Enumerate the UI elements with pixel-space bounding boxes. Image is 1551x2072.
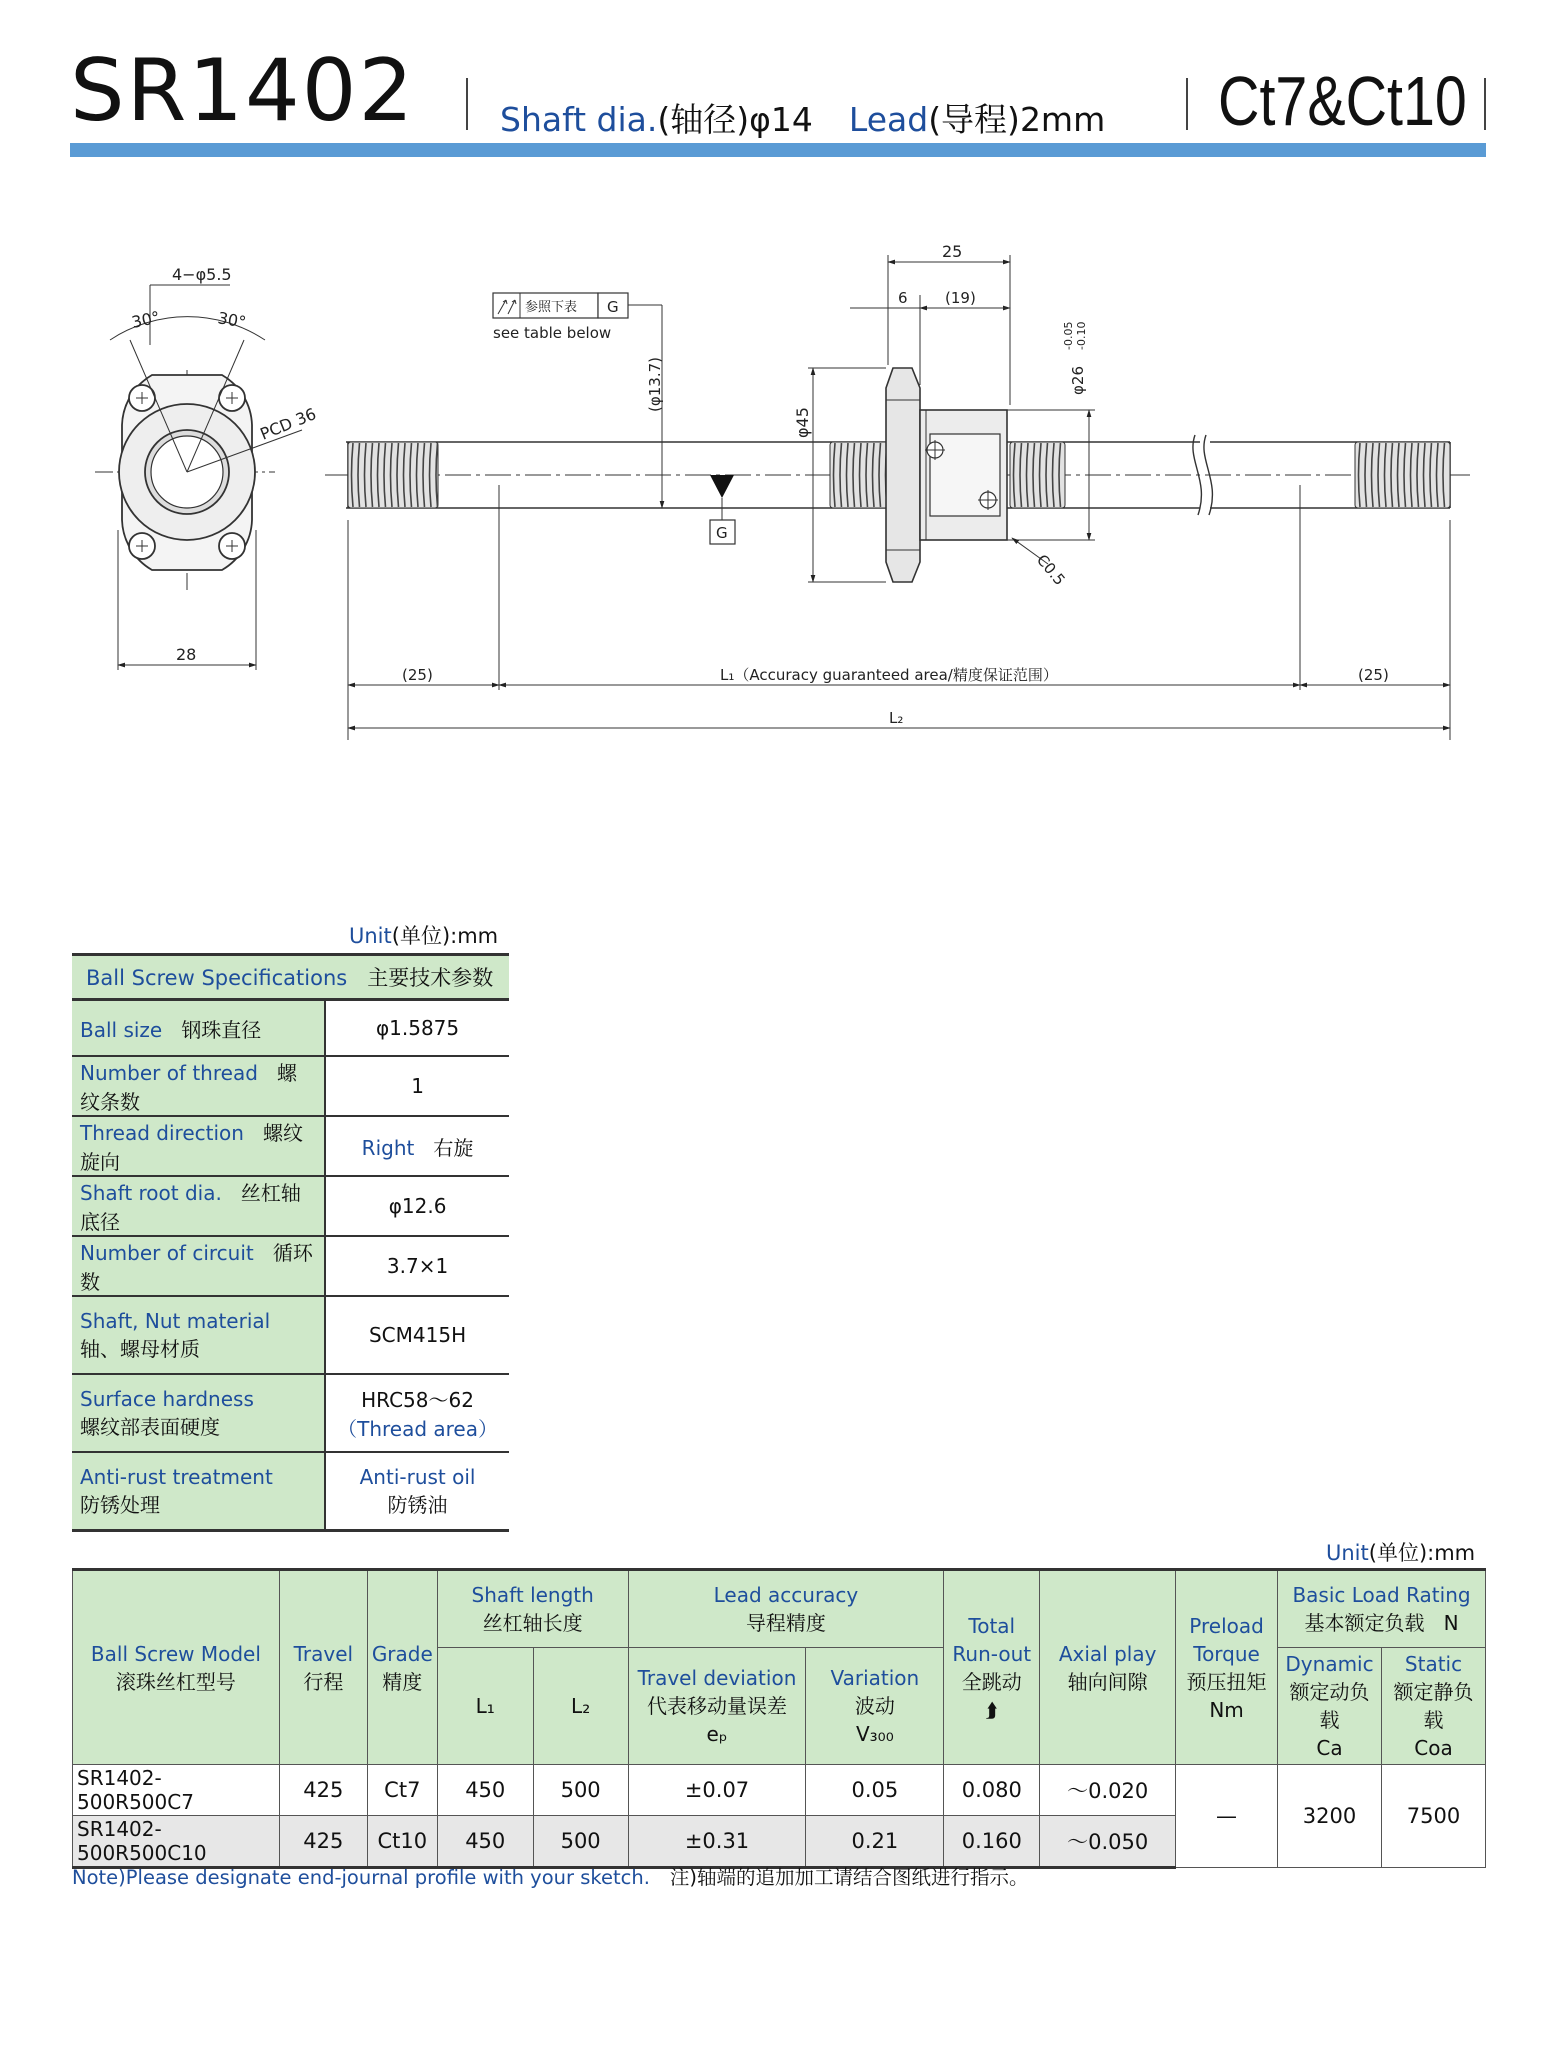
cell-dynamic: 3200 (1278, 1765, 1382, 1868)
spec-row (72, 1176, 509, 1236)
header-bar (70, 143, 1486, 157)
spec-value: 1 (325, 1056, 509, 1116)
spec-key-en: Number of thread (80, 1061, 258, 1085)
cell-grade: Ct10 (367, 1816, 437, 1868)
spec-row (72, 1000, 509, 1057)
ref-symbol-text: 参照下表 (525, 300, 578, 315)
hdr-lead-en: Lead accuracy (713, 1583, 859, 1607)
note-zh: 注)轴端的追加加工请结合图纸进行指示。 (669, 1866, 1029, 1889)
pcd-label: PCD 36 (257, 404, 319, 444)
spec-unit (349, 920, 498, 950)
spec-value-en: （Thread area） (337, 1417, 498, 1441)
end-right-label: (25) (1358, 666, 1389, 684)
technical-drawing (0, 220, 1551, 760)
unit-mm: :mm (450, 924, 499, 948)
spec-value-en: Anti-rust oil (359, 1464, 476, 1489)
l1-label: L₁（Accuracy guaranteed area/精度保证范围） (720, 666, 1058, 684)
hdr-grade-zh: 精度 (382, 1669, 423, 1694)
hdr-l1: L₁ (475, 1694, 495, 1718)
cell-preload: — (1176, 1765, 1278, 1868)
ref-letter: G (607, 298, 619, 316)
spec-key-zh: 螺纹部表面硬度 (80, 1414, 220, 1439)
model-table (72, 1568, 1486, 1869)
dim-45-label: φ45 (793, 407, 812, 438)
hdr-sta-en: Static (1404, 1652, 1463, 1676)
model-title: SR1402 (70, 41, 416, 141)
spec-key-en: Shaft root dia. (80, 1181, 222, 1205)
footnote (72, 1862, 1029, 1890)
grade-title: Ct7&Ct10 (1218, 62, 1467, 140)
hdr-var-zh: 波动 (854, 1694, 895, 1718)
spec-value: 右旋 (433, 1135, 474, 1160)
spec-key-en: Ball size (80, 1017, 163, 1042)
cell-axial: ～0.020 (1040, 1765, 1176, 1816)
cell-axial: ～0.050 (1040, 1816, 1176, 1868)
hdr-load-zh: 基本额定负载 (1304, 1611, 1425, 1635)
spec-row (72, 1116, 509, 1176)
spec-row (72, 1296, 509, 1374)
cell-v300: 0.05 (806, 1765, 944, 1816)
shaft-value: φ14 (749, 100, 813, 139)
cell-ep: ±0.07 (628, 1765, 806, 1816)
spec-row (72, 1374, 509, 1452)
cell-l1: 450 (437, 1816, 533, 1868)
runout-icon: ⮭ (985, 1697, 998, 1722)
l2-label: L₂ (889, 709, 904, 727)
hdr-var-en: Variation (830, 1666, 920, 1690)
lead-value: 2mm (1019, 100, 1106, 139)
spec-row (72, 1452, 509, 1531)
cell-runout: 0.080 (944, 1765, 1040, 1816)
thread-mid-left (830, 442, 890, 508)
spec-value: φ12.6 (325, 1176, 509, 1236)
spec-title-zh: 主要技术参数 (367, 966, 494, 990)
spec-key-zh: 螺纹旋向 (80, 1121, 304, 1174)
unit-en: Unit (349, 924, 392, 948)
hdr-model-zh: 滚珠丝杠型号 (115, 1669, 236, 1694)
header-separator (1186, 78, 1188, 130)
hdr-travel-zh: 行程 (303, 1669, 344, 1694)
spec-value: 3.7×1 (325, 1236, 509, 1296)
cell-grade: Ct7 (367, 1765, 437, 1816)
spec-key-en: Number of circuit (80, 1241, 254, 1265)
spec-value: 防锈油 (387, 1492, 448, 1517)
spec-key-zh: 钢珠直径 (181, 1017, 262, 1042)
hdr-preload-en: Preload Torque (1189, 1613, 1264, 1666)
hdr-load-unit: N (1443, 1611, 1459, 1635)
hdr-lead-zh: 导程精度 (745, 1611, 826, 1635)
spec-key-en: Shaft, Nut material (80, 1308, 271, 1333)
spec-title-en: Ball Screw Specifications (86, 966, 348, 990)
cell-static: 7500 (1382, 1765, 1486, 1868)
cell-v300: 0.21 (806, 1816, 944, 1868)
flange-width-label: 28 (176, 645, 197, 664)
cell-travel: 425 (279, 1816, 367, 1868)
spec-key-zh: 循环数 (80, 1241, 313, 1294)
ref-note: see table below (493, 324, 612, 342)
tol-upper: -0.05 (1062, 321, 1075, 350)
hdr-sta-sym: Coa (1414, 1736, 1453, 1760)
unit-zh: (单位) (1368, 1541, 1428, 1565)
hdr-runout-zh: 全跳动 (961, 1669, 1022, 1694)
unit-en: Unit (1326, 1541, 1369, 1565)
lead-label: Lead (848, 100, 929, 139)
spec-key-en: Thread direction (80, 1121, 244, 1145)
header-separator (1484, 78, 1486, 130)
hdr-dyn-zh: 额定动负载 (1289, 1680, 1370, 1732)
hdr-sta-zh: 额定静负载 (1393, 1680, 1474, 1732)
bolt-holes-label: 4−φ5.5 (172, 265, 232, 284)
unit-zh: (单位) (391, 924, 451, 948)
tol-lower: -0.10 (1075, 321, 1088, 350)
hdr-dev-sym: eₚ (706, 1722, 728, 1746)
hdr-load-en: Basic Load Rating (1292, 1583, 1471, 1607)
thread-right (1355, 442, 1450, 508)
thread-left (348, 442, 438, 508)
spec-key-zh: 丝杠轴底径 (80, 1181, 301, 1234)
hdr-runout-en: Total Run-out (952, 1613, 1032, 1666)
spec-key-zh: 螺纹条数 (80, 1061, 297, 1114)
table-row (73, 1765, 1486, 1816)
hdr-preload-unit: Nm (1209, 1697, 1244, 1722)
hdr-var-sym: V₃₀₀ (855, 1722, 894, 1746)
main-unit (1326, 1537, 1475, 1567)
cell-l2: 500 (533, 1765, 628, 1816)
spec-value: HRC58～62 (361, 1388, 474, 1412)
dim-19-label: (19) (945, 289, 976, 307)
angle-right-label: 30° (216, 308, 248, 332)
end-left-label: (25) (402, 666, 433, 684)
spec-key-zh: 轴、螺母材质 (80, 1336, 200, 1361)
spec-row (72, 1236, 509, 1296)
hdr-l2: L₂ (571, 1694, 591, 1718)
datum-label: G (716, 524, 728, 542)
spec-table (72, 953, 509, 1532)
hdr-dev-en: Travel deviation (637, 1666, 797, 1690)
spec-value: φ1.5875 (325, 1000, 509, 1057)
dim-6-label: 6 (898, 289, 908, 307)
hdr-axial-en: Axial play (1058, 1641, 1157, 1666)
shaft-label: Shaft dia. (500, 100, 658, 139)
shaft-label-zh: (轴径) (657, 100, 750, 139)
hdr-dyn-sym: Ca (1316, 1736, 1343, 1760)
spec-key-zh: 防锈处理 (80, 1492, 160, 1517)
dia-13-7-label: (φ13.7) (646, 357, 664, 412)
flange-end-view (95, 285, 302, 670)
hdr-axial-zh: 轴向间隙 (1067, 1669, 1148, 1694)
spec-key-en: Surface hardness (80, 1386, 254, 1411)
spec-value-en: Right (361, 1135, 415, 1160)
dim-25-label: 25 (942, 242, 963, 261)
cell-model: SR1402-500R500C10 (73, 1816, 280, 1868)
hdr-shaft-zh: 丝杠轴长度 (482, 1611, 583, 1635)
cell-runout: 0.160 (944, 1816, 1040, 1868)
note-en: Note)Please designate end-journal profile with your sketch. (72, 1866, 650, 1889)
hdr-model-en: Ball Screw Model (90, 1641, 261, 1666)
chamfer-label: C0.5 (1032, 551, 1069, 589)
hdr-grade-en: Grade (371, 1641, 433, 1666)
angle-left-label: 30° (129, 307, 162, 332)
spec-key-en: Anti-rust treatment (80, 1464, 273, 1489)
spec-row (72, 1056, 509, 1116)
dim-26-label: φ26 (1069, 366, 1087, 395)
lead-label-zh: (导程) (928, 100, 1020, 139)
spec-header-row (72, 955, 509, 1000)
hdr-shaft-en: Shaft length (471, 1583, 594, 1607)
cell-travel: 425 (279, 1765, 367, 1816)
cell-l1: 450 (437, 1765, 533, 1816)
header-separator (466, 78, 468, 130)
hdr-travel-en: Travel (293, 1641, 354, 1666)
hdr-preload-zh: 预压扭矩 (1186, 1669, 1267, 1694)
cell-l2: 500 (533, 1816, 628, 1868)
header-spec (500, 94, 1105, 141)
header-row (73, 1570, 1486, 1648)
hdr-dev-zh: 代表移动量误差 (646, 1694, 787, 1718)
spec-value: SCM415H (325, 1296, 509, 1374)
cell-model: SR1402-500R500C7 (73, 1765, 280, 1816)
cell-ep: ±0.31 (628, 1816, 806, 1868)
thread-mid-right (1010, 442, 1065, 508)
hdr-dyn-en: Dynamic (1285, 1652, 1374, 1676)
unit-mm: :mm (1427, 1541, 1476, 1565)
